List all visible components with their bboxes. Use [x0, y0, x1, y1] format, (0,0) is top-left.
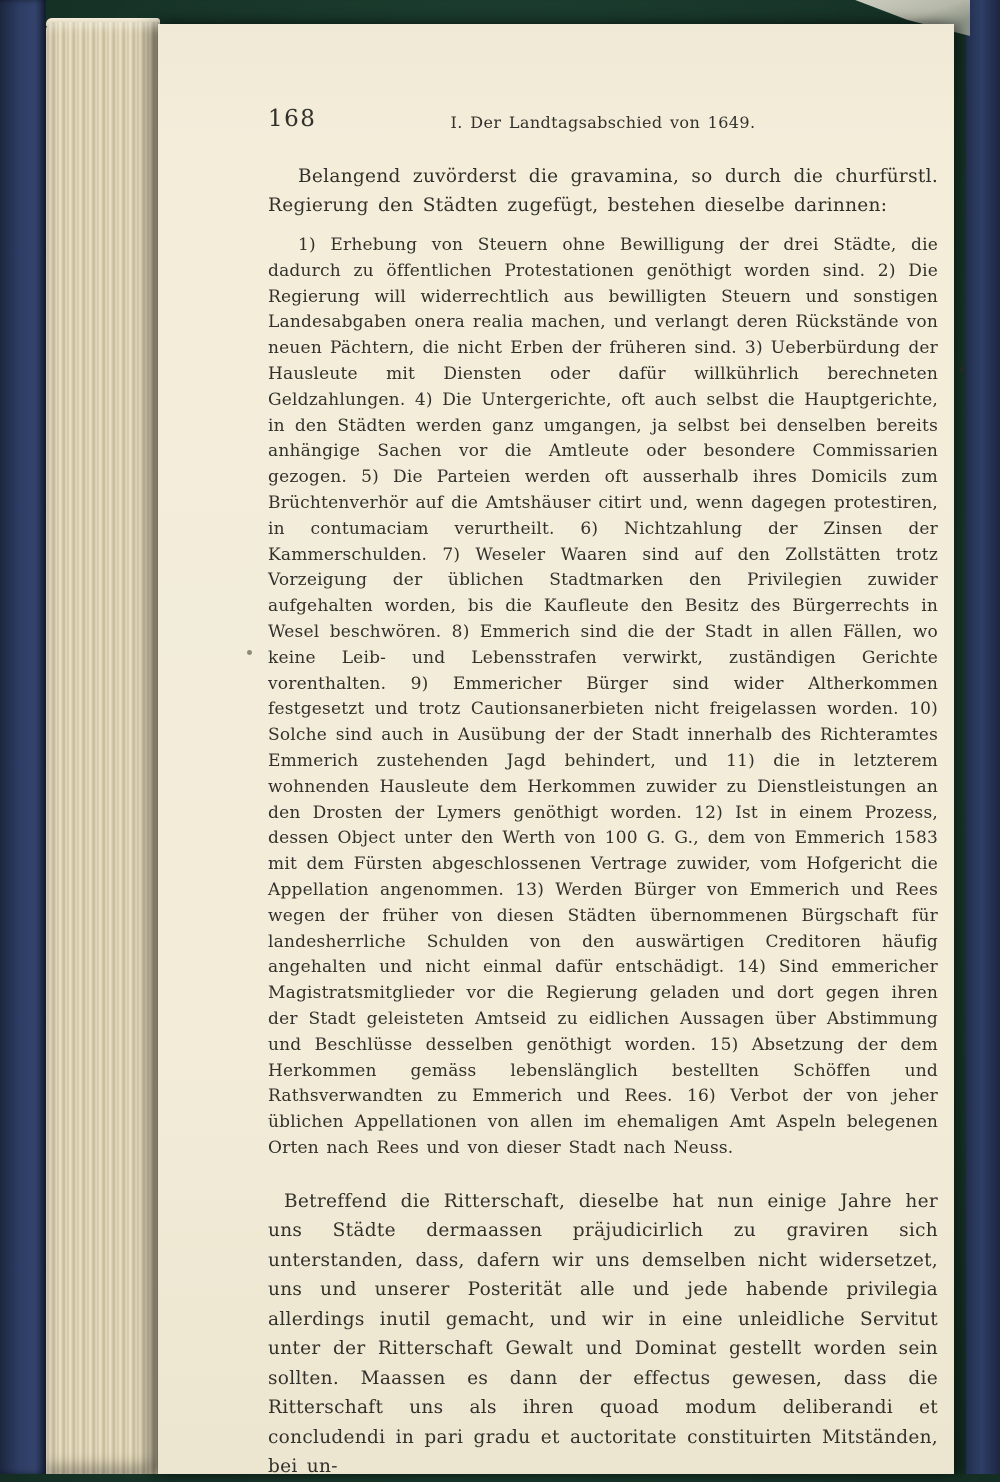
book-cover-left — [0, 0, 46, 1474]
paragraph-grievances-list: 1) Erhebung von Steuern ohne Bewilligung der drei Städte, die dadurch zu öffentlichen Protestationen genöthigt worden sind. 2) Die Regierung will widerrechtlich aus bewilligten Steuern und sonstigen Landesabgaben onera realia machen, und verlangt deren Rückstände von neuen Pächtern, die nicht Erben der früheren sind. 3) Ueberbürdung der Hausleute mit Diensten oder dafür willkührlich berechneten Geldzahlungen. 4) Die Untergerichte, oft auch selbst die Hauptgerichte, in den Städten werden ganz umgangen, ja selbst bei denselben bereits anhängige Sachen vor die Amtleute oder besondere Commissarien gezogen. 5) Die Parteien werden oft ausserhalb ihres Domicils zum Brüchtenverhör auf die Amtshäuser citirt und, wenn dagegen protestiren, in contumaciam verurtheilt. 6) Nichtzahlung der Zinsen der Kammerschulden. 7) Weseler Waaren sind auf den Zollstätten trotz Vorzeigung der üblichen Stadtmarken den Privilegien zuwider aufgehalten worden, bis die Kaufleute den Besitz des Bürgerrechts in Wesel beschwören. 8) Emmerich sind die der Stadt in allen Fällen, wo keine Leib- und Lebensstrafen verwirkt, zuständigen Gerichte vorenthalten. 9) Emmericher Bürger sind wider Altherkommen festgesetzt und trotz Cautionsanerbieten nicht freigelassen worden. 10) Solche sind auch in Ausübung der der Stadt innerhalb des Richteramtes Emmerich zustehenden Jagd behindert, und 11) die in letzterem wohnenden Hausleute dem Herkommen zuwider zu Dienstleistungen an den Drosten der Lymers genöthigt worden. 12) Ist in einem Prozess, dessen Object unter den Werth von 100 G. G., dem von Emmerich 1583 mit dem Fürsten abgeschlossenen Vertrage zuwider, vom Hofgericht die Appellation angenommen. 13) Werden Bürger von Emmerich und Rees wegen der früher von diesen Städten übernommenen Bürgschaft für landesherrliche Schulden von den auswärtigen Creditoren häufig angehalten und nicht einmal dafür entschädigt. 14) Sind emmericher Magistratsmitglieder vor die Regierung geladen und dort gegen ihren der Stadt geleisteten Amtseid zu eidlichen Aussagen über Abstimmung und Beschlüsse desselben genöthigt worden. 15) Absetzung der dem Herkommen gemäss lebenslänglich bestellten Schöffen und Rathsverwandten zu Emmerich und Rees. 16) Verbot der von jeher üblichen Appellationen von allen im ehemaligen Amt Aspeln belegenen Orten nach Rees und von dieser Stadt nach Neuss. — [268, 235, 938, 1158]
book-page — [158, 24, 954, 1478]
scan-speck — [960, 366, 964, 373]
page-header — [268, 106, 938, 144]
paragraph-ritterschaft: Betreffend die Ritterschaft, dieselbe hat nun einige Jahre her uns Städte dermaassen präjudicirlich zu graviren sich unterstanden, dass, dafern wir uns demselben nicht widersetzet, uns und unserer Posterität alle und jede habende privilegia allerdings inutil gemacht, und wir in eine unleidliche Servitut unter der Ritterschaft Gewalt und Dominat gestellt worden sein sollten. Maassen es dann der effectus gewesen, dass die Ritterschaft uns als ihren quoad modum deliberandi et concludendi in pari gradu et auctoritate constituirten Mitständen, bei un- — [268, 1190, 938, 1478]
book-cover-right — [966, 0, 1000, 1474]
scan-speck — [247, 650, 252, 655]
running-header: I. Der Landtagsabschied von 1649. — [450, 113, 756, 132]
page-stack-edges — [46, 22, 160, 1474]
paragraph-intro: Belangend zuvörderst die gravamina, so durch die churfürstl. Regierung den Städten zugefügt, bestehen dieselbe darinnen: — [268, 166, 938, 216]
page-number: 168 — [268, 106, 317, 132]
